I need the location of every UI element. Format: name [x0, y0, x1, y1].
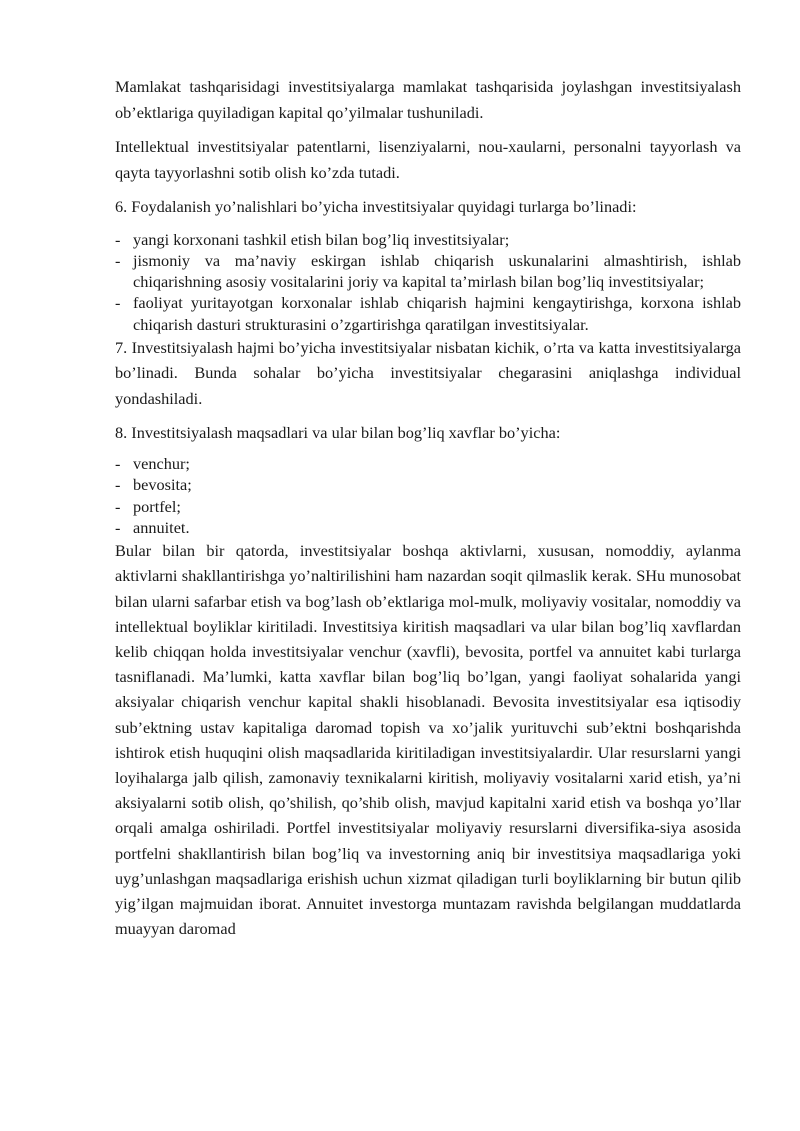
list-item [115, 474, 741, 495]
list-item [115, 453, 741, 474]
usage-directions-list [115, 229, 741, 335]
list-dash: - [115, 517, 121, 537]
list-item-text: yangi korxonani tashkil etish bilan bog’liq investitsiyalar; [133, 229, 510, 249]
list-dash: - [115, 250, 121, 270]
list-item-text: portfel; [133, 496, 181, 516]
list-dash: - [115, 229, 121, 249]
list-item-text: annuitet. [133, 517, 190, 537]
list-item-text: bevosita; [133, 475, 192, 495]
list-dash: - [115, 293, 121, 313]
investment-goals-list [115, 453, 741, 538]
paragraph-investment-types-body: Bular bilan bir qatorda, investitsiyalar boshqa aktivlarni, xususan, nomoddiy, aylanma aktivlarni shakllantirishga yo’naltirilishini ham nazardan soqit qilmaslik kerak. SHu munosobat bilan ularni safarbar etish va bog’lash ob’ektlariga mol-mulk, moliyaviy vositalar, nomoddiy va intellektual boyliklar kiritiladi. Investitsiya kiritish maqsadlari va ular bilan bog’liq xavflardan kelib chiqqan holda investitsiyalar venchur (xavfli), bevosita, portfel va annuitet kabi turlarga tasniflanadi. Ma’lumki, katta xavflar bilan bog’liq bo’lgan, yangi faoliyat sohalarida yangi aksiyalar chiqarish venchur kapital shakli hisoblanadi. Bevosita investitsiyalar esa iqtisodiy sub’ektning ustav kapitaliga daromad topish va xo’jalik yurituvchi sub’ektni boshqarishda ishtirok etish huquqini olish maqsadlarida kiritiladigan investitsiyalardir. Ular resurslarni yangi loyihalarga jalb qilish, zamonaviy texnikalarni kiritish, moliyaviy vositalarni xarid etish, ya’ni aksiyalarni sotib olish, qo’shilish, qo’shib olish, mavjud kapitalni xarid etish va boshqa yo’llar orqali amalga oshiriladi. Portfel investitsiyalar moliyaviy resurslarni diversifika-siya asosida portfelni shakllantirish bilan bog’liq va investorning aniq bir investitsiya maqsadlariga yoki uyg’unlashgan maqsadlariga erishish uchun xizmat qiladigan turli boyliklarning bir butun qilib yig’ilgan majmuidan iborat. Annuitet investorga muntazam ravishda belgilangan muddatlarda muayyan daromad [115, 541, 741, 939]
list-item [115, 250, 741, 293]
list-dash: - [115, 453, 121, 473]
list-item [115, 517, 741, 538]
list-item-text: jismoniy va ma’naviy eskirgan ishlab chiqarish uskunalarini almashtirish, ishlab chiqarishning asosiy vositalarini joriy va kapital ta’mirlash bilan bog’liq investitsiyalar; [133, 250, 741, 292]
list-item [115, 496, 741, 517]
list-item-text: faoliyat yuritayotgan korxonalar ishlab chiqarish hajmini kengaytirishga, korxona ishlab chiqarish dasturi strukturasini o’zgartirishga qaratilgan investitsiyalar. [133, 293, 741, 334]
paragraph-usage-directions-heading: 6. Foydalanish yo’nalishlari bo’yicha investitsiyalar quyidagi turlarga bo’linadi: [115, 197, 637, 216]
list-item [115, 229, 741, 250]
list-item-text: venchur; [133, 453, 190, 473]
list-dash: - [115, 475, 121, 495]
list-item [115, 292, 741, 335]
paragraph-investment-goals-heading: 8. Investitsiyalash maqsadlari va ular bilan bog’liq xavflar bo’yicha: [115, 423, 561, 443]
paragraph-foreign-investments: Mamlakat tashqarisidagi investitsiyalarga mamlakat tashqarisida joylashgan investitsiyalash ob’ektlariga quyiladigan kapital qo’yilmalar tushuniladi. [115, 77, 741, 122]
paragraph-intellectual-investments: Intellektual investitsiyalar patentlarni, lisenziyalarni, nou-xaularni, personalni tayyorlash va qayta tayyorlashni sotib olish ko’zda tutadi. [115, 137, 741, 182]
list-dash: - [115, 496, 121, 516]
document-page [115, 74, 741, 941]
paragraph-investment-volume: 7. Investitsiyalash hajmi bo’yicha investitsiyalar nisbatan kichik, o’rta va katta investitsiyalarga bo’linadi. Bunda sohalar bo’yicha investitsiyalar chegarasini aniqlashga individual yondashiladi. [115, 337, 741, 408]
